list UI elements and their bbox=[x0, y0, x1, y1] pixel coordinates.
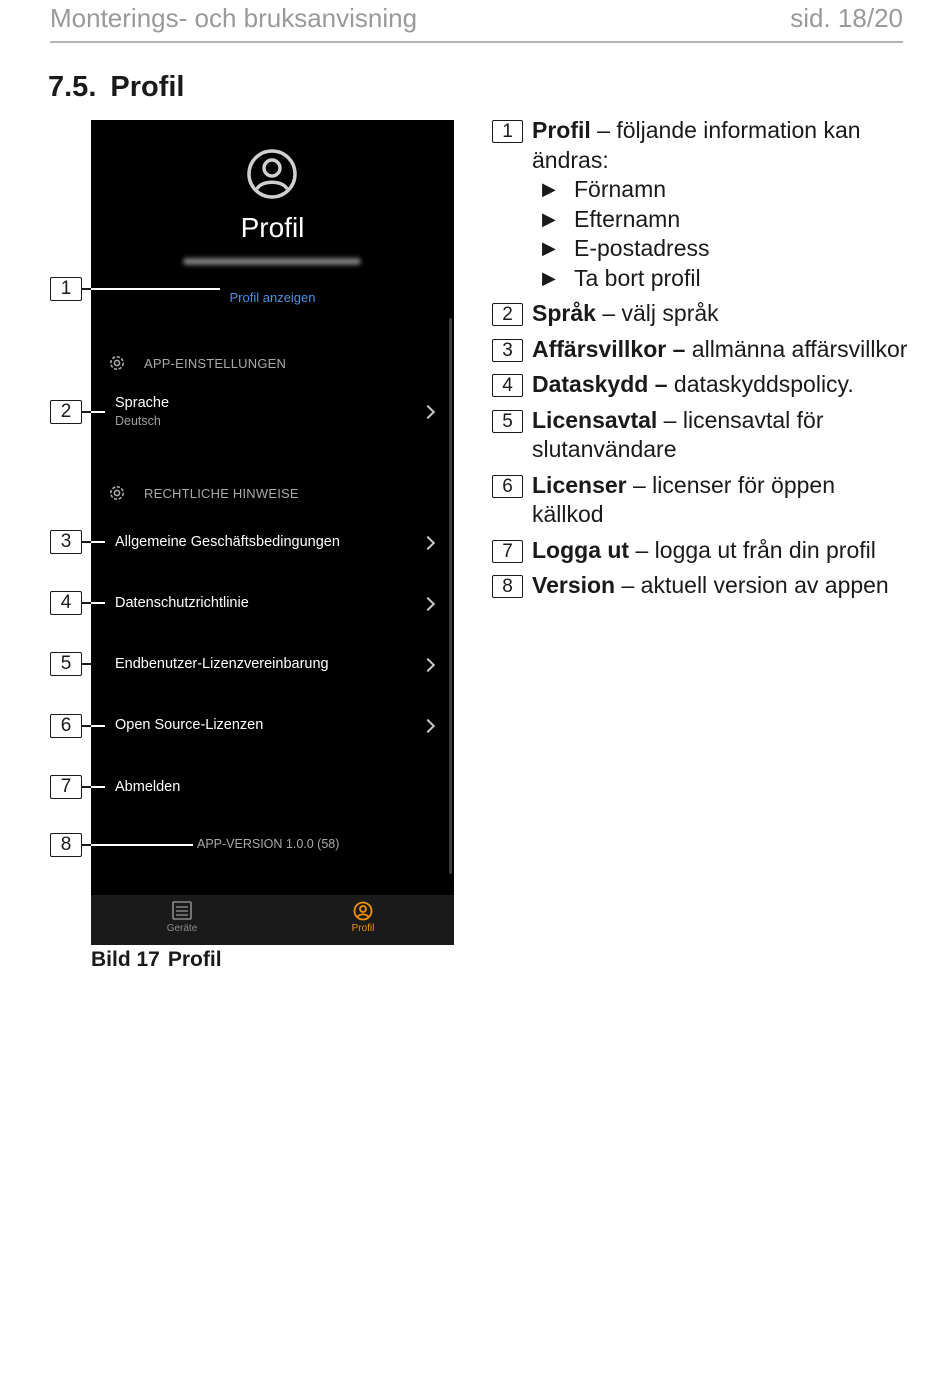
legend-number: 4 bbox=[492, 374, 523, 397]
legend-desc: – logga ut från din profil bbox=[629, 536, 876, 563]
legend-term: Version bbox=[532, 572, 616, 598]
legend-number: 8 bbox=[492, 575, 523, 598]
callout-2: 2 bbox=[50, 400, 82, 424]
legal-label: RECHTLICHE HINWEISE bbox=[144, 485, 299, 501]
scrollbar[interactable] bbox=[449, 318, 452, 874]
profile-title: Profil bbox=[240, 212, 305, 243]
chevron-right-icon bbox=[421, 658, 435, 672]
legend-term: Licenser bbox=[532, 471, 627, 498]
callout-6: 6 bbox=[50, 714, 82, 738]
section-number: 7.5. bbox=[48, 71, 97, 103]
callout-line-8 bbox=[91, 844, 193, 846]
chevron-right-icon bbox=[421, 597, 435, 611]
tab-profile[interactable] bbox=[318, 901, 408, 934]
device-icon bbox=[171, 901, 193, 921]
legend-desc: allmänna affärsvillkor bbox=[685, 335, 908, 362]
callout-5: 5 bbox=[50, 652, 82, 676]
legend-desc: – licenser för öppen källkod bbox=[532, 471, 836, 527]
callout-8: 8 bbox=[50, 833, 82, 857]
open-source-row[interactable] bbox=[115, 717, 443, 735]
app-settings-label: APP-EINSTELLUNGEN bbox=[144, 355, 287, 371]
callout-line-3 bbox=[91, 541, 105, 543]
blurred-email bbox=[183, 254, 361, 269]
callout-7: 7 bbox=[50, 775, 82, 799]
callout-3: 3 bbox=[50, 530, 82, 554]
profile-icon bbox=[352, 901, 374, 921]
legend-number: 7 bbox=[492, 540, 523, 563]
app-screenshot bbox=[91, 120, 454, 945]
language-label: Sprache bbox=[115, 395, 170, 411]
legend-desc: – licensavtal för slutanvändare bbox=[532, 406, 824, 462]
section-heading bbox=[48, 71, 185, 104]
legend-term: Logga ut bbox=[532, 536, 630, 563]
callout-line-1 bbox=[91, 288, 220, 290]
legend bbox=[492, 116, 912, 607]
legend-desc: – aktuell version av appen bbox=[615, 572, 889, 598]
bullet-item: ▶ Efternamn bbox=[542, 205, 912, 235]
app-version: APP-VERSION 1.0.0 (58) bbox=[197, 837, 340, 851]
page-number: sid. 18/20 bbox=[790, 3, 903, 33]
gear-icon bbox=[107, 353, 127, 373]
legend-number: 5 bbox=[492, 410, 523, 433]
callout-line-7 bbox=[91, 786, 105, 788]
tab-profile-label: Profil bbox=[351, 923, 375, 934]
chevron-right-icon bbox=[421, 719, 435, 733]
privacy-row[interactable] bbox=[115, 595, 443, 613]
legend-desc: dataskyddspolicy. bbox=[667, 371, 854, 397]
figure-caption bbox=[91, 948, 222, 972]
privacy-label: Datenschutzrichtlinie bbox=[115, 595, 249, 611]
document-title: Monterings- och bruksanvisning bbox=[50, 3, 418, 33]
callout-line-6 bbox=[91, 725, 105, 727]
legend-item-profile bbox=[492, 116, 912, 293]
legend-number: 1 bbox=[492, 120, 523, 143]
legend-item-language bbox=[492, 299, 912, 329]
app-settings-header bbox=[107, 353, 286, 373]
logout-label: Abmelden bbox=[115, 779, 181, 795]
tab-bar bbox=[91, 895, 454, 945]
bullet-item: ▶ Ta bort profil bbox=[542, 264, 912, 294]
legend-item-licenses bbox=[492, 471, 912, 530]
language-row[interactable] bbox=[115, 395, 443, 428]
legend-item-eula bbox=[492, 406, 912, 465]
legend-item-version bbox=[492, 571, 912, 601]
open-source-label: Open Source-Lizenzen bbox=[115, 717, 264, 733]
user-circle-icon bbox=[246, 148, 298, 200]
callout-4: 4 bbox=[50, 591, 82, 615]
legend-desc: – följande information kan ändras: bbox=[532, 117, 861, 173]
bullet-item: ▶ E-postadress bbox=[542, 234, 912, 264]
chevron-right-icon bbox=[421, 536, 435, 550]
legend-term: Profil bbox=[532, 117, 591, 143]
terms-row[interactable] bbox=[115, 534, 443, 552]
gear-icon bbox=[107, 483, 127, 503]
callout-1: 1 bbox=[50, 277, 82, 301]
logout-row[interactable] bbox=[115, 779, 443, 797]
legend-number: 3 bbox=[492, 339, 523, 362]
terms-label: Allgemeine Geschäftsbedingungen bbox=[115, 534, 340, 550]
callout-line-2 bbox=[91, 411, 105, 413]
legend-number: 6 bbox=[492, 475, 523, 498]
bullet-item: ▶ Förnamn bbox=[542, 175, 912, 205]
legend-number: 2 bbox=[492, 303, 523, 326]
legend-bullets bbox=[532, 175, 912, 293]
eula-label: Endbenutzer-Lizenzvereinbarung bbox=[115, 656, 329, 672]
legend-item-logout bbox=[492, 536, 912, 566]
legend-term: Licensavtal bbox=[532, 406, 658, 433]
legend-item-privacy bbox=[492, 370, 912, 400]
legend-desc: – välj språk bbox=[595, 300, 719, 326]
legend-item-terms bbox=[492, 335, 912, 365]
language-value: Deutsch bbox=[115, 414, 161, 428]
eula-row[interactable] bbox=[115, 656, 443, 674]
legend-term: Affärsvillkor – bbox=[532, 335, 686, 362]
section-title: Profil bbox=[110, 71, 185, 103]
callout-line-4 bbox=[91, 602, 105, 604]
tab-devices-label: Geräte bbox=[166, 923, 198, 934]
legend-term: Språk bbox=[532, 300, 596, 326]
show-profile-link[interactable]: Profil anzeigen bbox=[229, 290, 316, 305]
legal-header bbox=[107, 483, 299, 503]
legend-term: Dataskydd – bbox=[532, 371, 668, 397]
tab-devices[interactable] bbox=[137, 901, 227, 934]
figure-title: Profil bbox=[167, 948, 222, 971]
figure-number: Bild 17 bbox=[91, 948, 160, 971]
header-divider bbox=[50, 41, 903, 43]
